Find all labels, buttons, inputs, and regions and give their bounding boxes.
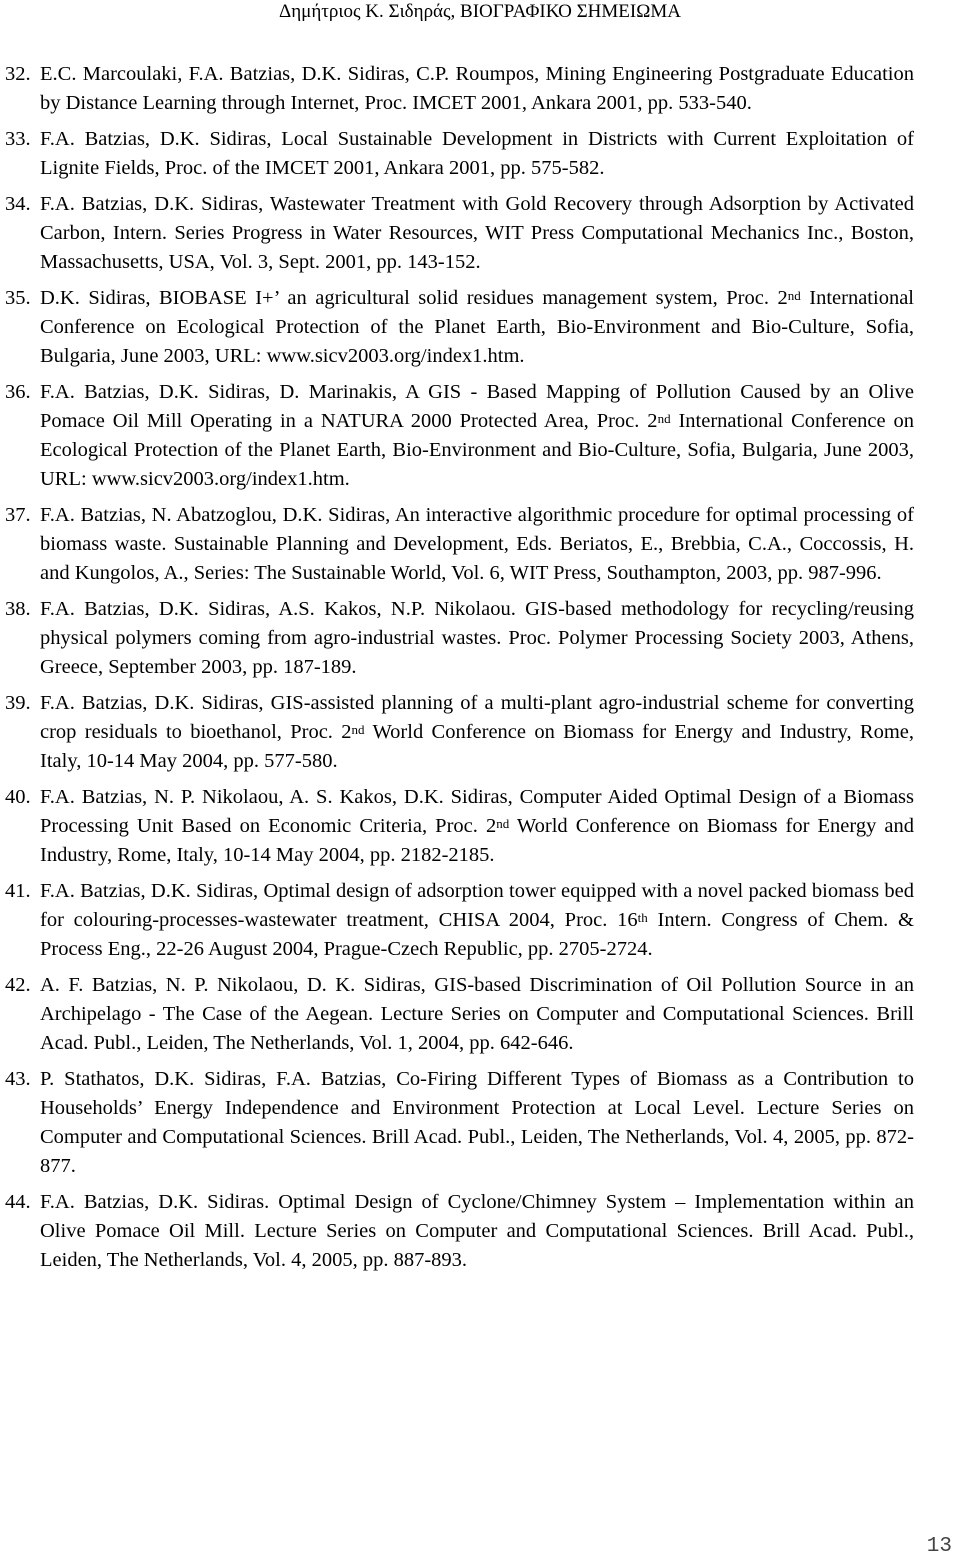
reference-text: E.C. Marcoulaki, F.A. Batzias, D.K. Sidiras, C.P. Roumpos, Mining Engineering Postgraduate Education by Distance Learning through Internet, Proc. IMCET 2001, Ankara 2001, pp. 533-540. (40, 63, 914, 114)
ordinal-superscript: nd (496, 816, 510, 831)
reference-text: A. F. Batzias, N. P. Nikolaou, D. K. Sidiras, GIS-based Discrimination of Oil Pollution Source in an Archipelago - The Case of the Aegean. Lecture Series on Computer and Computational Sciences. Brill Acad. Publ., Leiden, The Netherlands, Vol. 1, 2004, pp. 642-646. (40, 974, 914, 1054)
reference-text: F.A. Batzias, N. P. Nikolaou, A. S. Kakos, D.K. Sidiras, Computer Aided Optimal Design of a Biomass Processing Unit Based on Economic Criteria, Proc. 2 (40, 786, 914, 837)
reference-text: F.A. Batzias, D.K. Sidiras, D. Marinakis, A GIS - Based Mapping of Pollution Caused by an Olive Pomace Oil Mill Operating in a NATURA 2000 Protected Area, Proc. 2 (40, 381, 914, 432)
reference-text: F.A. Batzias, D.K. Sidiras, GIS-assisted planning of a multi-plant agro-industrial scheme for converting crop residuals to bioethanol, Proc. 2 (40, 692, 914, 743)
reference-text: D.K. Sidiras, BIOBASE I+’ an agricultural solid residues management system, Proc. 2 (40, 287, 788, 309)
reference-number: 43. (5, 1068, 31, 1090)
reference-item (0, 60, 914, 118)
reference-item (0, 783, 914, 870)
reference-item (0, 1188, 914, 1275)
reference-text: F.A. Batzias, D.K. Sidiras. Optimal Design of Cyclone/Chimney System – Implementation within an Olive Pomace Oil Mill. Lecture Series on Computer and Computational Sciences. Brill Acad. Publ., Leiden, The Netherlands, Vol. 4, 2005, pp. 887-893. (40, 1191, 914, 1271)
reference-text: F.A. Batzias, D.K. Sidiras, A.S. Kakos, N.P. Nikolaou. GIS-based methodology for recycling/reusing physical polymers coming from agro-industrial wastes. Proc. Polymer Processing Society 2003, Athens, Greece, September 2003, pp. 187-189. (40, 598, 914, 678)
reference-number: 41. (5, 880, 31, 902)
ordinal-superscript: nd (351, 722, 365, 737)
reference-text: F.A. Batzias, D.K. Sidiras, Optimal design of adsorption tower equipped with a novel packed biomass bed for colouring-processes-wastewater treatment, CHISA 2004, Proc. 16 (40, 880, 914, 931)
reference-number: 35. (5, 287, 31, 309)
reference-number: 44. (5, 1191, 31, 1213)
reference-number: 40. (5, 786, 31, 808)
reference-text: F.A. Batzias, N. Abatzoglou, D.K. Sidiras, An interactive algorithmic procedure for optimal processing of biomass waste. Sustainable Planning and Development, Eds. Beriatos, E., Brebbia, C.A., Coccossis, H. and Kungolos, A., Series: The Sustainable World, Vol. 6, WIT Press, Southampton, 2003, pp. 987-996. (40, 504, 914, 584)
ordinal-superscript: nd (657, 411, 671, 426)
reference-item (0, 595, 914, 682)
reference-item (0, 689, 914, 776)
reference-item (0, 190, 914, 277)
reference-list (0, 60, 960, 1282)
reference-number: 39. (5, 692, 31, 714)
reference-number: 38. (5, 598, 31, 620)
reference-item (0, 971, 914, 1058)
reference-text-cont: World Conference on Biomass for Energy and Industry, Rome, Italy, 10-14 May 2004, pp. 577-580. (40, 721, 914, 772)
ordinal-superscript: nd (787, 288, 801, 303)
reference-text-cont: Intern. Congress of Chem. & Process Eng., 22-26 August 2004, Prague-Czech Republic, pp. 2705-2724. (40, 909, 914, 960)
reference-item (0, 125, 914, 183)
reference-number: 34. (5, 193, 31, 215)
reference-text: F.A. Batzias, D.K. Sidiras, Local Sustainable Development in Districts with Current Exploitation of Lignite Fields, Proc. of the IMCET 2001, Ankara 2001, pp. 575-582. (40, 128, 914, 179)
reference-item (0, 378, 914, 494)
reference-item (0, 877, 914, 964)
reference-text-cont: International Conference on Ecological Protection of the Planet Earth, Bio-Environment and Bio-Culture, Sofia, Bulgaria, June 2003, URL: www.sicv2003.org/index1.htm. (40, 287, 914, 367)
ordinal-superscript: th (637, 910, 648, 925)
reference-text-cont: International Conference on Ecological Protection of the Planet Earth, Bio-Environment and Bio-Culture, Sofia, Bulgaria, June 2003, URL: www.sicv2003.org/index1.htm. (40, 410, 914, 490)
reference-item (0, 284, 914, 371)
reference-number: 36. (5, 381, 31, 403)
reference-number: 33. (5, 128, 31, 150)
reference-number: 37. (5, 504, 31, 526)
reference-number: 42. (5, 974, 31, 996)
reference-number: 32. (5, 63, 31, 85)
reference-item (0, 1065, 914, 1181)
reference-text: P. Stathatos, D.K. Sidiras, F.A. Batzias, Co-Firing Different Types of Biomass as a Contribution to Households’ Energy Independence and Environment Protection at Local Level. Lecture Series on Computer and Computational Sciences. Brill Acad. Publ., Leiden, The Netherlands, Vol. 4, 2005, pp. 872-877. (40, 1068, 914, 1177)
page-header: Δημήτριος Κ. Σιδηράς, ΒΙΟΓΡΑΦΙΚΟ ΣΗΜΕΙΩΜΑ (279, 1, 681, 22)
reference-text: F.A. Batzias, D.K. Sidiras, Wastewater Treatment with Gold Recovery through Adsorption by Activated Carbon, Intern. Series Progress in Water Resources, WIT Press Computational Mechanics Inc., Boston, Massachusetts, USA, Vol. 3, Sept. 2001, pp. 143-152. (40, 193, 914, 273)
reference-text-cont: World Conference on Biomass for Energy and Industry, Rome, Italy, 10-14 May 2004, pp. 2182-2185. (40, 815, 915, 866)
page-number: 13 (926, 1535, 952, 1558)
reference-item (0, 501, 914, 588)
